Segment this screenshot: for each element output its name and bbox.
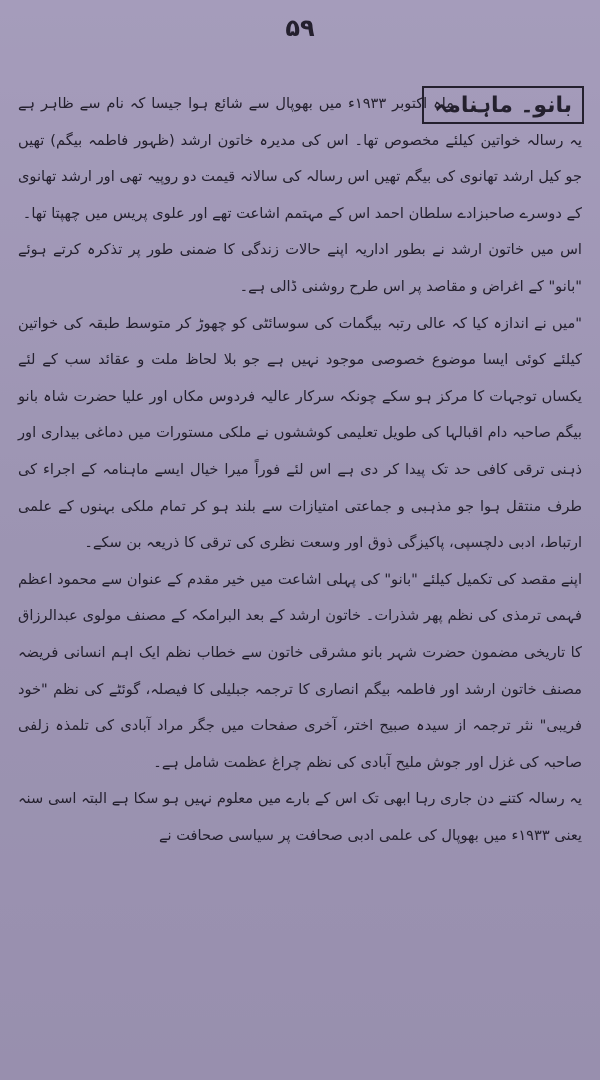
page-number: ۵۹ xyxy=(285,14,315,42)
section-heading: بانو۔ ماہنامہ xyxy=(422,86,584,124)
paragraph-1: ماہ اکتوبر ۱۹۳۳ء میں بھوپال سے شائع ہوا جیسا کہ نام سے ظاہر ہے یہ رسالہ خواتین کیلئے مخصوص تھا۔ اس کی مدیرہ خاتون ارشد (ظہور فاطمہ بیگم) تھیں جو کیل ارشد تھانوی کی بیگم تھیں اس رسالہ کی سالانہ قیمت دو روپیہ تھی اور ارشد تھانوی کے دوسرے صاحبزادے سلطان احمد اس کے مہتمم اشاعت تھے اور علوی پریس میں چھپتا تھا۔ xyxy=(18,95,582,222)
paragraph-4: اپنے مقصد کی تکمیل کیلئے "بانو" کی پہلی اشاعت میں خیر مقدم کے عنوان سے محمود اعظم فہمی ترمذی کی نظم پھر شذرات۔ خاتون ارشد کے بعد البرامکہ کے مصنف مولوی عبدالرزاق کا تاریخی مضمون حضرت شہر بانو مشرقی خاتون سے خطاب نظم ایک اہم انسانی فریضہ مصنف خاتون ارشد اور فاطمہ بیگم انصاری کا ترجمہ جبلیلی کا فیصلہ، گوئٹے کی نظم "خود فریبی" نثر ترجمہ از سیدہ صبیح اختر، آخری صفحات میں جگر مراد آبادی کی تلمذہ زلفی صاحبہ کی غزل اور جوش ملیح آبادی کی نظم چراغ عظمت شامل ہے۔ xyxy=(18,570,582,771)
body-text xyxy=(18,86,582,854)
paragraph-2: اس میں خاتون ارشد نے بطور اداریہ اپنے حالات زندگی کا ضمنی طور پر تذکرہ کرتے ہوئے "بانو" کے اغراض و مقاصد پر اس طرح روشنی ڈالی ہے۔ xyxy=(18,241,582,295)
heading-spacer xyxy=(454,86,582,122)
paragraph-5: یہ رسالہ کتنے دن جاری رہا ابھی تک اس کے بارے میں معلوم نہیں ہو سکا ہے البتہ اسی سنہ یعنی ۱۹۳۳ء میں بھوپال کی علمی ادبی صحافت پر سیاسی صحافت نے xyxy=(18,790,582,844)
paragraph-3: "میں نے اندازہ کیا کہ عالی رتبہ بیگمات کی سوسائٹی کو چھوڑ کر متوسط طبقہ کی خواتین کیلئے کوئی ایسا موضوع خصوصی موجود نہیں ہے جو بلا لحاظ ملت و عقائد سب کے لئے یکساں توجہات کا مرکز ہو سکے چونکہ سرکار عالیہ فردوس مکاں اور علیا حضرت شاہ بانو بیگم صاحبہ دام اقبالہا کی طویل تعلیمی کوششوں نے ملکی مستورات میں دماغی بیداری اور ذہنی ترقی کافی حد تک پیدا کر دی ہے اس لئے فوراً میرا خیال ایسے ماہنامہ کے اجراء کی طرف منتقل ہوا جو مذہبی و جماعتی امتیازات سے بلند ہو کر تمام ملکی بہنوں کے علمی ارتباط، ادبی دلچسپی، پاکیزگی ذوق اور وسعت نظری کی ترقی کا ذریعہ بن سکے۔ xyxy=(18,314,582,552)
